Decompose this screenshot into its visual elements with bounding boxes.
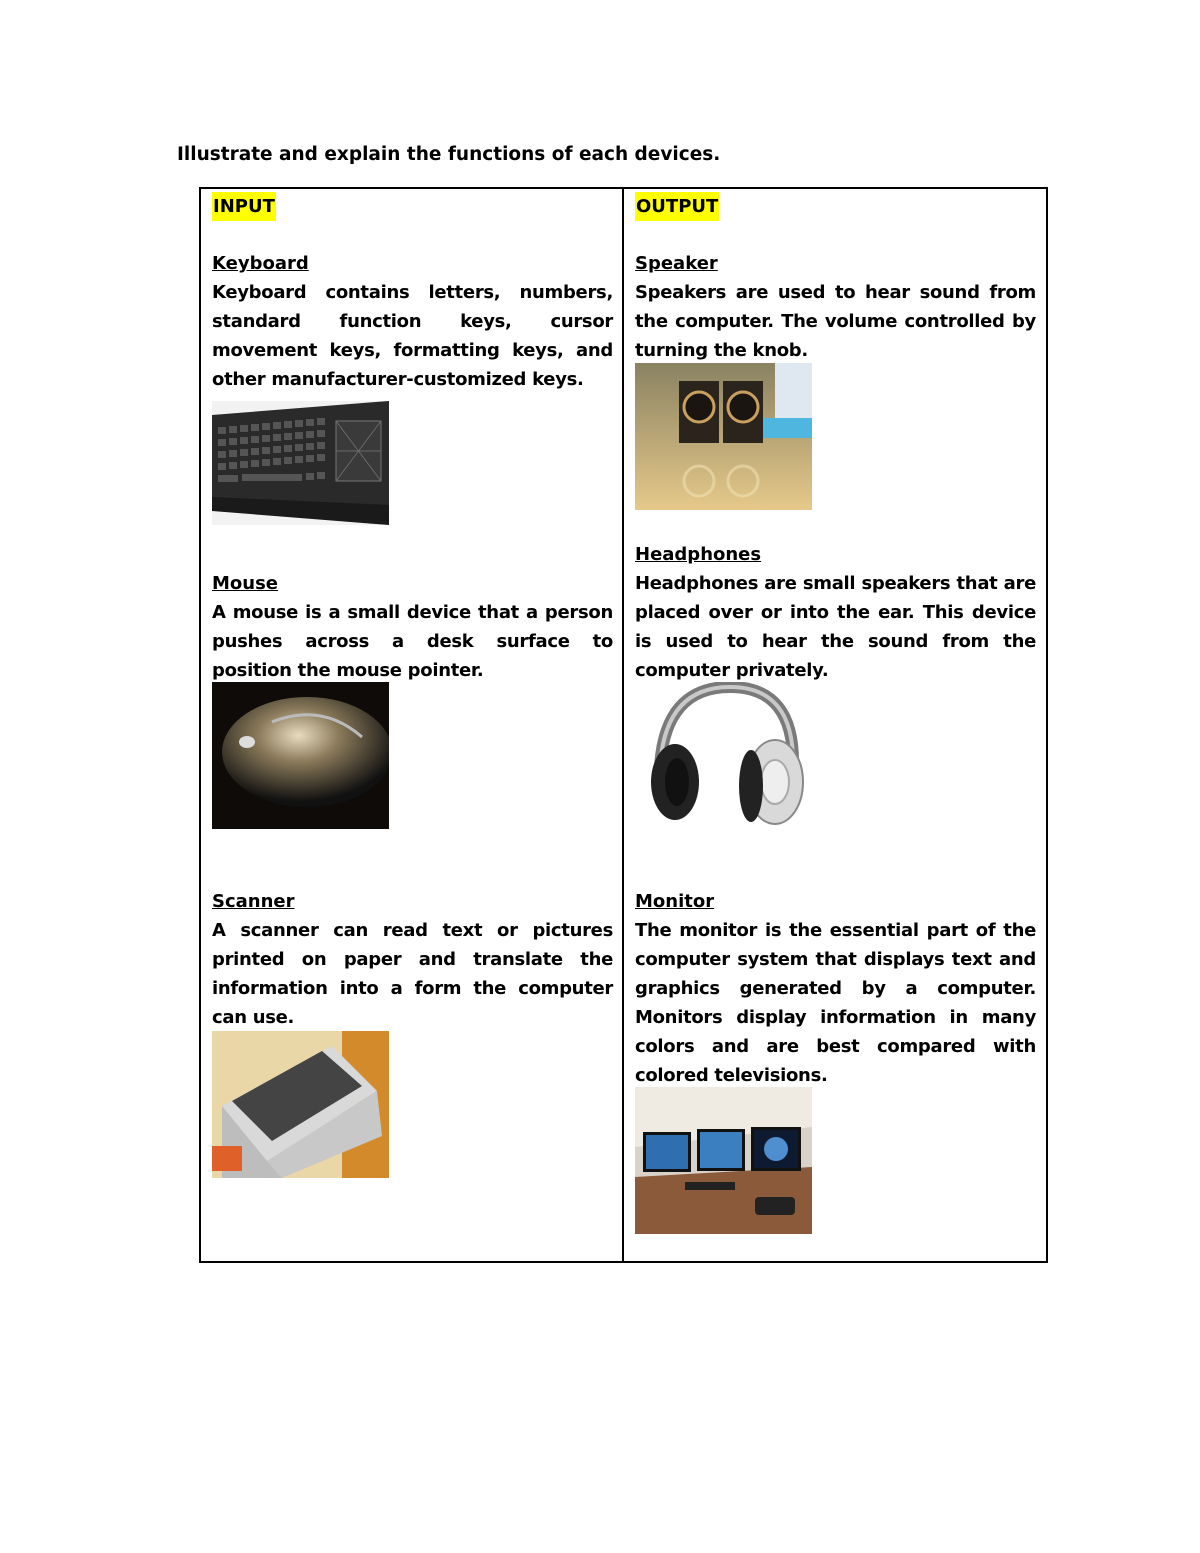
keyboard-description: Keyboard contains letters, numbers, standard function keys, cursor movement keys, formatting keys, and other manufacturer-customized keys. (212, 282, 613, 390)
mouse-item (212, 569, 613, 685)
input-heading: INPUT (212, 192, 276, 221)
mouse-image (212, 682, 389, 829)
headphones-description: Headphones are small speakers that are placed over or into the ear. This device is used to hear the sound from the computer privately. (635, 573, 1036, 681)
monitor-title: Monitor (635, 891, 715, 912)
scanner-image (212, 1031, 389, 1178)
page-title: Illustrate and explain the functions of each devices. (177, 144, 721, 165)
headphones-title: Headphones (635, 544, 762, 565)
scanner-description: A scanner can read text or pictures printed on paper and translate the information into a form the computer can use. (212, 920, 613, 1028)
column-divider (622, 187, 624, 1263)
headphones-item (635, 540, 1036, 685)
monitor-image (635, 1087, 812, 1234)
mouse-description: A mouse is a small device that a person pushes across a desk surface to position the mouse pointer. (212, 602, 613, 681)
scanner-title: Scanner (212, 891, 295, 912)
keyboard-title: Keyboard (212, 253, 309, 274)
keyboard-image (212, 401, 389, 525)
speaker-item (635, 249, 1036, 365)
scanner-item (212, 887, 613, 1032)
speaker-description: Speakers are used to hear sound from the computer. The volume controlled by turning the knob. (635, 282, 1036, 361)
mouse-title: Mouse (212, 573, 279, 594)
monitor-description: The monitor is the essential part of the computer system that displays text and graphics generated by a computer. Monitors display information in many colors and are best compared with colored televisions. (635, 920, 1036, 1086)
keyboard-item (212, 249, 613, 394)
speaker-title: Speaker (635, 253, 718, 274)
output-heading: OUTPUT (635, 192, 719, 221)
headphones-image (635, 682, 812, 829)
speaker-image (635, 363, 812, 510)
monitor-item (635, 887, 1036, 1090)
